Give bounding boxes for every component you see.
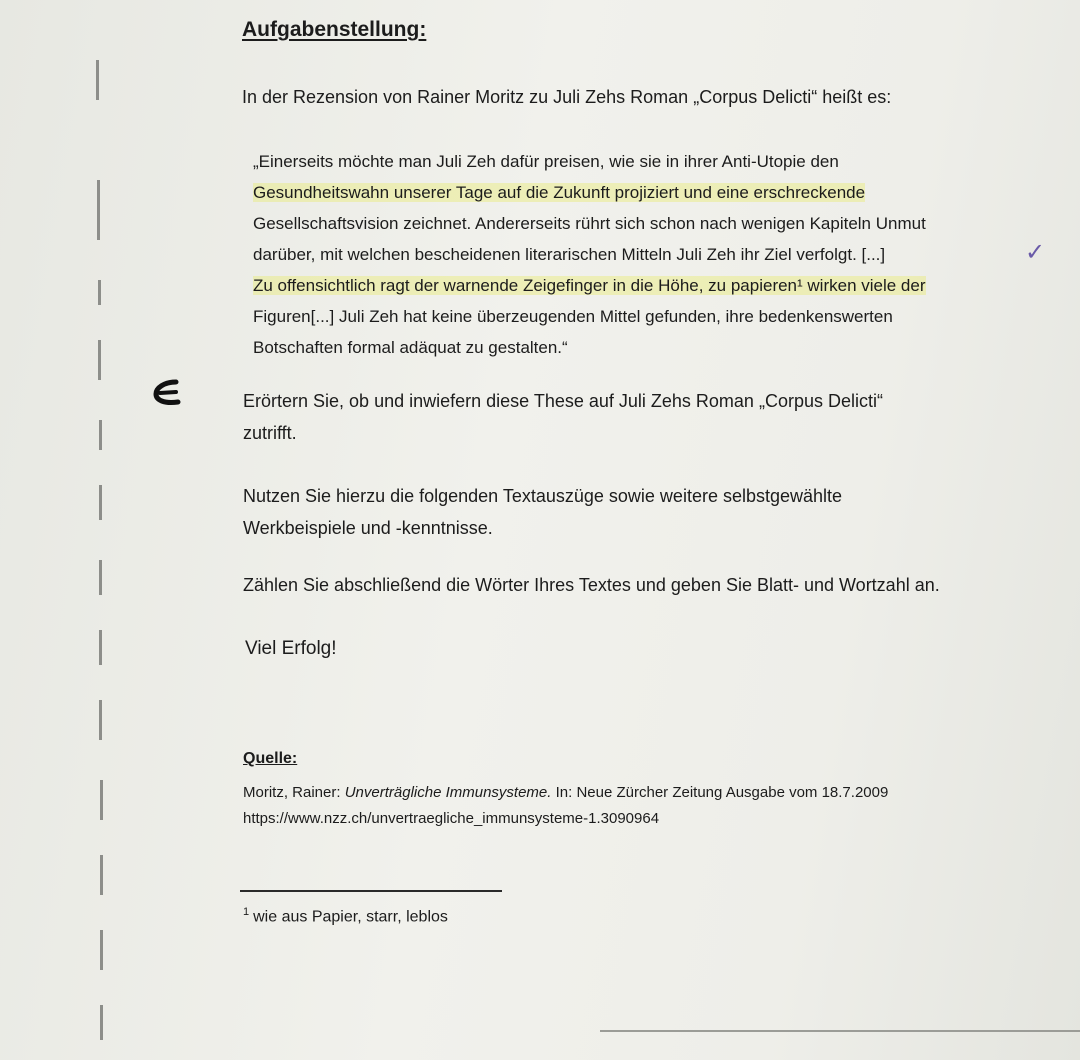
footnote-divider bbox=[240, 890, 502, 892]
task-line: Erörtern Sie, ob und inwiefern diese These auf Juli Zehs Roman „Corpus Delicti“ bbox=[243, 391, 883, 411]
checkmark-annotation: ✓ bbox=[1025, 239, 1046, 266]
task-sources bbox=[243, 480, 963, 544]
page-bottom-edge bbox=[600, 1030, 1080, 1032]
task-discuss bbox=[243, 385, 963, 449]
task-line: Nutzen Sie hierzu die folgenden Textauszüge sowie weitere selbstgewählte bbox=[243, 486, 843, 506]
intro-sentence: In der Rezension von Rainer Moritz zu Juli Zehs Roman „Corpus Delicti“ heißt es: bbox=[242, 87, 892, 107]
citation-publication: In: Neue Zürcher Zeitung Ausgabe vom 18.7.2009 bbox=[551, 784, 889, 801]
quote-line: Botschaften formal adäquat zu gestalten.“ bbox=[253, 338, 568, 357]
footnote-marker: 1 bbox=[243, 906, 250, 918]
citation-title: Unverträgliche Immunsysteme. bbox=[344, 784, 552, 801]
source-citation bbox=[243, 780, 888, 832]
highlighted-text: Zu offensichtlich ragt der warnende Zeigefinger in die Höhe, zu papieren¹ wirken viele der bbox=[253, 276, 926, 295]
closing-wish: Viel Erfolg! bbox=[245, 638, 337, 659]
quote-line: Figuren[...] Juli Zeh hat keine überzeugenden Mittel gefunden, ihre bedenkenswerten bbox=[253, 307, 893, 326]
citation-url: https://www.nzz.ch/unvertraegliche_immunsysteme-1.3090964 bbox=[243, 810, 660, 827]
citation-line bbox=[243, 780, 888, 806]
source-label: Quelle: bbox=[243, 750, 298, 767]
task-line: Werkbeispiele und -kenntnisse. bbox=[243, 518, 493, 538]
task-word-count: Zählen Sie abschließend die Wörter Ihres Textes und geben Sie Blatt- und Wortzahl an. bbox=[243, 575, 940, 595]
quote-line: „Einerseits möchte man Juli Zeh dafür preisen, wie sie in ihrer Anti-Utopie den bbox=[253, 152, 839, 171]
quote-line bbox=[253, 177, 1043, 208]
highlighted-text: Gesundheitswahn unserer Tage auf die Zukunft projiziert und eine erschreckende bbox=[253, 183, 866, 202]
review-quote bbox=[253, 146, 1046, 363]
task-line: zutrifft. bbox=[243, 423, 297, 443]
footnote-text: wie aus Papier, starr, leblos bbox=[253, 908, 448, 926]
quote-line: Gesellschaftsvision zeichnet. Andererseits rührt sich schon nach wenigen Kapiteln Unmut bbox=[253, 214, 926, 233]
binder-edge-marks bbox=[0, 0, 110, 1060]
footnote bbox=[243, 906, 448, 926]
quote-line: darüber, mit welchen bescheidenen literarischen Mitteln Juli Zeh ihr Ziel verfolgt. [...] bbox=[253, 245, 886, 264]
quote-line bbox=[253, 270, 1043, 301]
page-heading: Aufgabenstellung: bbox=[242, 18, 427, 41]
citation-author: Moritz, Rainer: bbox=[243, 784, 345, 801]
pen-mark-icon bbox=[150, 378, 186, 408]
